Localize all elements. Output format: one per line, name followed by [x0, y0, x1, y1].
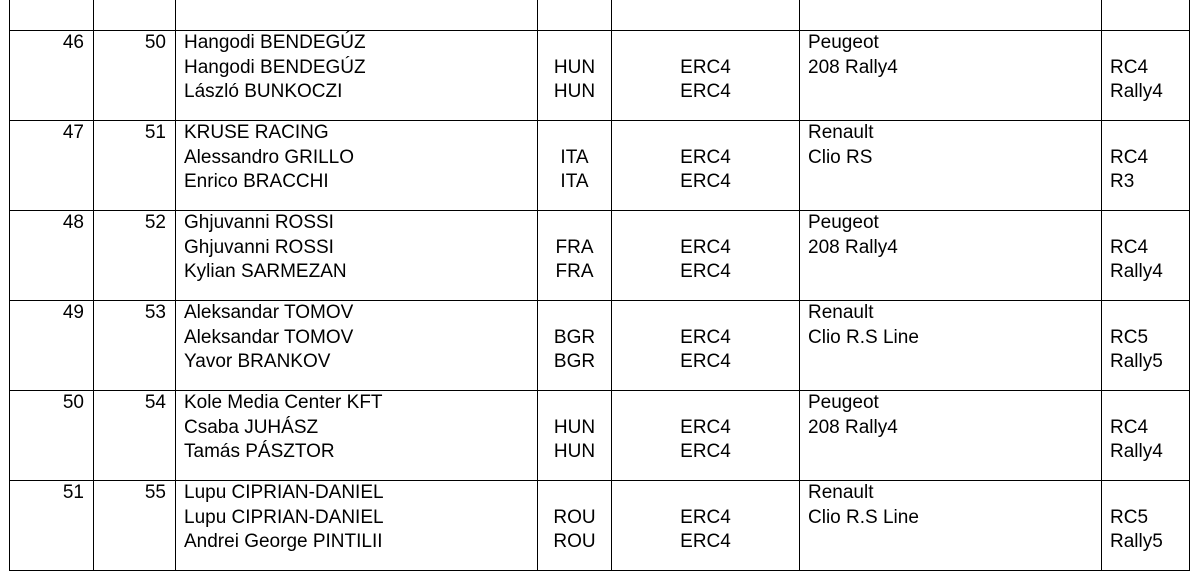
position-cell — [10, 301, 94, 391]
category-cell — [612, 31, 800, 121]
driver-category: ERC4 — [680, 146, 731, 168]
class-cell — [1102, 301, 1190, 391]
driver-category: ERC4 — [680, 326, 731, 348]
car-number-cell — [94, 301, 176, 391]
driver-name: Csaba JUHÁSZ — [184, 416, 319, 438]
driver-category: ERC4 — [680, 236, 731, 258]
vehicle-cell — [800, 211, 1102, 301]
driver-category: ERC4 — [680, 56, 731, 78]
car-group: RC4 — [1110, 416, 1149, 438]
table-row — [10, 121, 1190, 211]
car-number-cell — [94, 481, 176, 571]
codriver-nationality: ITA — [560, 171, 589, 192]
crew-cell — [176, 121, 538, 211]
car-number: 52 — [144, 212, 166, 233]
codriver-category: ERC4 — [680, 81, 731, 102]
table-row — [10, 391, 1190, 481]
position: 49 — [62, 302, 84, 323]
table-row — [10, 211, 1190, 301]
car-number: 54 — [144, 392, 166, 413]
car-class: Rally5 — [1110, 351, 1163, 372]
class-cell — [1102, 31, 1190, 121]
car-make: Renault — [808, 482, 874, 503]
vehicle-cell — [800, 31, 1102, 121]
position: 50 — [62, 392, 84, 413]
class-cell — [1102, 211, 1190, 301]
category-cell — [612, 121, 800, 211]
table-row-top-edge — [10, 0, 1190, 31]
car-number: 55 — [144, 482, 166, 503]
codriver-nationality: ROU — [553, 531, 596, 552]
codriver-name: Tamás PÁSZTOR — [184, 441, 335, 462]
codriver-name: Andrei George PINTILII — [184, 531, 383, 552]
position-cell — [10, 211, 94, 301]
car-number-cell — [94, 211, 176, 301]
category-cell — [612, 211, 800, 301]
crew-cell — [176, 211, 538, 301]
position-cell — [10, 391, 94, 481]
car-model: Clio R.S Line — [808, 506, 919, 528]
position-cell — [10, 481, 94, 571]
table-row — [10, 31, 1190, 121]
car-number-cell — [94, 121, 176, 211]
entrant-name: Ghjuvanni ROSSI — [184, 212, 334, 233]
codriver-nationality: BGR — [553, 351, 596, 372]
driver-name: Hangodi BENDEGÚZ — [184, 56, 366, 78]
entrant-name: Kole Media Center KFT — [184, 392, 383, 413]
car-make: Peugeot — [808, 212, 879, 233]
class-cell — [1102, 481, 1190, 571]
table-row — [10, 481, 1190, 571]
driver-nationality: HUN — [553, 56, 596, 78]
crew-cell — [176, 481, 538, 571]
driver-category: ERC4 — [680, 506, 731, 528]
driver-name: Ghjuvanni ROSSI — [184, 236, 334, 258]
car-number-cell — [94, 31, 176, 121]
codriver-category: ERC4 — [680, 351, 731, 372]
car-number: 50 — [144, 32, 166, 53]
position-cell — [10, 31, 94, 121]
class-cell — [1102, 121, 1190, 211]
driver-nationality: FRA — [555, 236, 594, 258]
car-class: Rally4 — [1110, 81, 1163, 102]
driver-nationality: ROU — [553, 506, 596, 528]
codriver-nationality: HUN — [553, 441, 596, 462]
position: 46 — [62, 32, 84, 53]
codriver-name: László BUNKOCZI — [184, 81, 343, 102]
car-make: Renault — [808, 302, 874, 323]
driver-name: Lupu CIPRIAN-DANIEL — [184, 506, 384, 528]
driver-nationality: BGR — [553, 326, 596, 348]
position: 47 — [62, 122, 84, 143]
entrant-name: Hangodi BENDEGÚZ — [184, 32, 366, 53]
vehicle-cell — [800, 121, 1102, 211]
class-cell — [1102, 391, 1190, 481]
nationality-cell — [538, 481, 612, 571]
car-class: R3 — [1110, 171, 1135, 192]
driver-nationality: ITA — [560, 146, 589, 168]
car-make: Peugeot — [808, 32, 879, 53]
crew-cell — [176, 391, 538, 481]
car-class: Rally4 — [1110, 441, 1163, 462]
codriver-nationality: HUN — [553, 81, 596, 102]
entrant-name: Lupu CIPRIAN-DANIEL — [184, 482, 384, 503]
nationality-cell — [538, 211, 612, 301]
crew-cell — [176, 301, 538, 391]
car-model: 208 Rally4 — [808, 236, 898, 258]
codriver-category: ERC4 — [680, 441, 731, 462]
car-model: Clio RS — [808, 146, 873, 168]
category-cell — [612, 391, 800, 481]
car-model: 208 Rally4 — [808, 416, 898, 438]
codriver-nationality: FRA — [555, 261, 594, 282]
driver-nationality: HUN — [553, 416, 596, 438]
codriver-category: ERC4 — [680, 531, 731, 552]
nationality-cell — [538, 121, 612, 211]
car-number-cell — [94, 391, 176, 481]
category-cell — [612, 301, 800, 391]
car-number: 51 — [144, 122, 166, 143]
car-class: Rally5 — [1110, 531, 1163, 552]
codriver-category: ERC4 — [680, 261, 731, 282]
car-group: RC4 — [1110, 56, 1149, 78]
entrant-name: Aleksandar TOMOV — [184, 302, 354, 323]
car-make: Renault — [808, 122, 874, 143]
entrant-name: KRUSE RACING — [184, 122, 329, 143]
entry-list-table — [9, 0, 1190, 571]
position-cell — [10, 121, 94, 211]
car-class: Rally4 — [1110, 261, 1163, 282]
car-group: RC5 — [1110, 326, 1149, 348]
car-group: RC4 — [1110, 146, 1149, 168]
vehicle-cell — [800, 301, 1102, 391]
nationality-cell — [538, 31, 612, 121]
category-cell — [612, 481, 800, 571]
nationality-cell — [538, 301, 612, 391]
car-model: Clio R.S Line — [808, 326, 919, 348]
vehicle-cell — [800, 391, 1102, 481]
driver-category: ERC4 — [680, 416, 731, 438]
codriver-name: Kylian SARMEZAN — [184, 261, 347, 282]
codriver-category: ERC4 — [680, 171, 731, 192]
driver-name: Alessandro GRILLO — [184, 146, 355, 168]
codriver-name: Yavor BRANKOV — [184, 351, 331, 372]
crew-cell — [176, 31, 538, 121]
car-model: 208 Rally4 — [808, 56, 898, 78]
car-make: Peugeot — [808, 392, 879, 413]
driver-name: Aleksandar TOMOV — [184, 326, 354, 348]
nationality-cell — [538, 391, 612, 481]
position: 51 — [62, 482, 84, 503]
table-row — [10, 301, 1190, 391]
vehicle-cell — [800, 481, 1102, 571]
codriver-name: Enrico BRACCHI — [184, 171, 329, 192]
car-group: RC4 — [1110, 236, 1149, 258]
car-group: RC5 — [1110, 506, 1149, 528]
position: 48 — [62, 212, 84, 233]
car-number: 53 — [144, 302, 166, 323]
